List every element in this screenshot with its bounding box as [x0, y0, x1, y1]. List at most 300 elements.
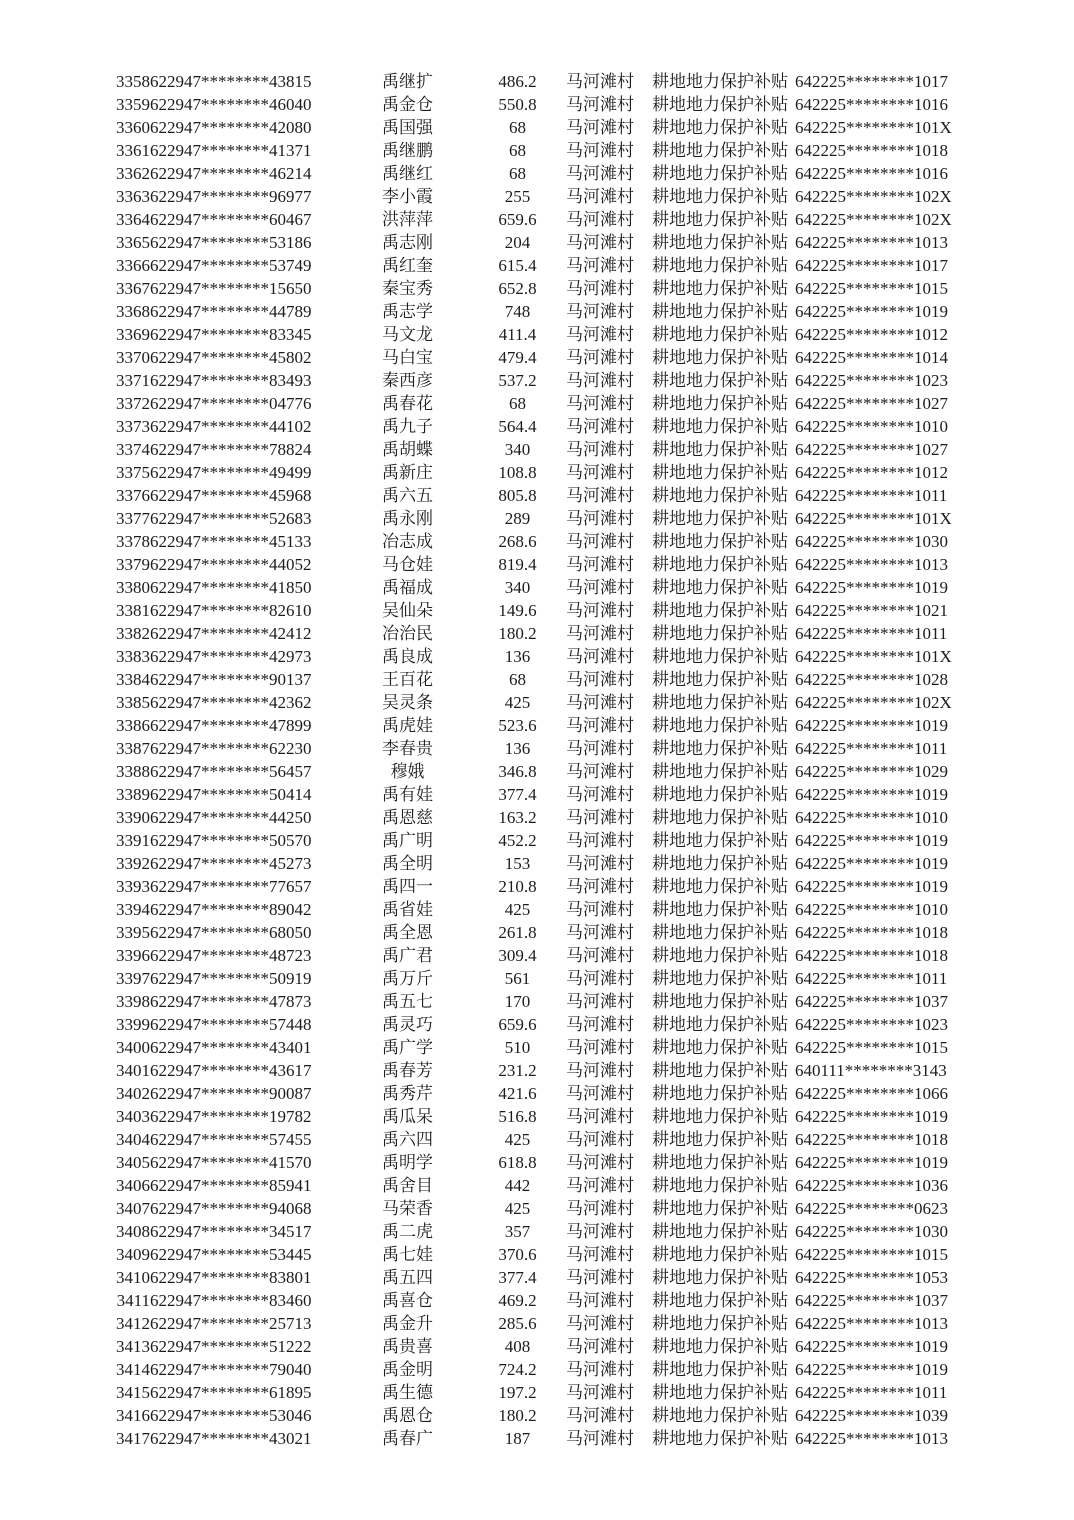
account-number-cell: 642225********1017: [795, 72, 948, 91]
id-number-cell: 622947********45273: [150, 854, 312, 873]
account-number-cell: 642225********1010: [795, 417, 948, 436]
subsidy-type-cell: 耕地地力保护补贴: [652, 1130, 788, 1149]
subsidy-type-cell: 耕地地力保护补贴: [652, 463, 788, 482]
person-name-cell: 禹七娃: [382, 1245, 433, 1264]
account-number-cell: 642225********0623: [795, 1199, 948, 1218]
amount-cell: 805.8: [498, 486, 537, 505]
amount-cell: 377.4: [498, 1268, 537, 1287]
table-row: [0, 691, 1074, 714]
table-row: [0, 1243, 1074, 1266]
id-number-cell: 622947********83493: [150, 371, 312, 390]
account-number-cell: 642225********1066: [795, 1084, 948, 1103]
account-number-cell: 640111********3143: [795, 1061, 947, 1080]
amount-cell: 408: [504, 1337, 531, 1356]
row-index-cell: 3376: [116, 486, 150, 505]
amount-cell: 255: [504, 187, 531, 206]
person-name-cell: 禹春花: [382, 394, 433, 413]
row-index-cell: 3364: [116, 210, 150, 229]
amount-cell: 231.2: [498, 1061, 537, 1080]
table-row: [0, 622, 1074, 645]
id-number-cell: 622947********52683: [150, 509, 312, 528]
row-index-cell: 3391: [116, 831, 150, 850]
village-cell: 马河滩村: [566, 486, 634, 505]
table-row: [0, 944, 1074, 967]
subsidy-type-cell: 耕地地力保护补贴: [652, 1176, 788, 1195]
id-number-cell: 622947********85941: [150, 1176, 312, 1195]
account-number-cell: 642225********101X: [795, 647, 952, 666]
person-name-cell: 禹志刚: [382, 233, 433, 252]
id-number-cell: 622947********53046: [150, 1406, 312, 1425]
subsidy-type-cell: 耕地地力保护补贴: [652, 279, 788, 298]
row-index-cell: 3410: [116, 1268, 150, 1287]
row-index-cell: 3389: [116, 785, 150, 804]
subsidy-type-cell: 耕地地力保护补贴: [652, 72, 788, 91]
id-number-cell: 622947********50414: [150, 785, 312, 804]
account-number-cell: 642225********1039: [795, 1406, 948, 1425]
account-number-cell: 642225********1036: [795, 1176, 948, 1195]
subsidy-type-cell: 耕地地力保护补贴: [652, 624, 788, 643]
id-number-cell: 622947********15650: [150, 279, 312, 298]
table-row: [0, 208, 1074, 231]
row-index-cell: 3404: [116, 1130, 150, 1149]
id-number-cell: 622947********90087: [150, 1084, 312, 1103]
village-cell: 马河滩村: [566, 1061, 634, 1080]
account-number-cell: 642225********1019: [795, 302, 948, 321]
village-cell: 马河滩村: [566, 762, 634, 781]
row-index-cell: 3385: [116, 693, 150, 712]
table-row: [0, 93, 1074, 116]
village-cell: 马河滩村: [566, 1153, 634, 1172]
id-number-cell: 622947********45802: [150, 348, 312, 367]
table-row: [0, 185, 1074, 208]
id-number-cell: 622947********51222: [150, 1337, 312, 1356]
id-number-cell: 622947********60467: [150, 210, 312, 229]
table-row: [0, 162, 1074, 185]
subsidy-type-cell: 耕地地力保护补贴: [652, 302, 788, 321]
table-row: [0, 1358, 1074, 1381]
amount-cell: 197.2: [498, 1383, 537, 1402]
subsidy-type-cell: 耕地地力保护补贴: [652, 1222, 788, 1241]
village-cell: 马河滩村: [566, 969, 634, 988]
person-name-cell: 禹恩慈: [382, 808, 433, 827]
account-number-cell: 642225********1015: [795, 279, 948, 298]
person-name-cell: 禹恩仓: [382, 1406, 433, 1425]
row-index-cell: 3363: [116, 187, 150, 206]
village-cell: 马河滩村: [566, 1222, 634, 1241]
amount-cell: 421.6: [498, 1084, 537, 1103]
id-number-cell: 622947********53186: [150, 233, 312, 252]
id-number-cell: 622947********47899: [150, 716, 312, 735]
subsidy-type-cell: 耕地地力保护补贴: [652, 440, 788, 459]
person-name-cell: 禹春广: [382, 1429, 433, 1448]
subsidy-type-cell: 耕地地力保护补贴: [652, 1406, 788, 1425]
person-name-cell: 禹胡蝶: [382, 440, 433, 459]
id-number-cell: 622947********83345: [150, 325, 312, 344]
person-name-cell: 禹万斤: [382, 969, 433, 988]
row-index-cell: 3399: [116, 1015, 150, 1034]
person-name-cell: 禹金明: [382, 1360, 433, 1379]
amount-cell: 411.4: [498, 325, 537, 344]
village-cell: 马河滩村: [566, 325, 634, 344]
id-number-cell: 622947********44789: [150, 302, 312, 321]
village-cell: 马河滩村: [566, 785, 634, 804]
village-cell: 马河滩村: [566, 302, 634, 321]
village-cell: 马河滩村: [566, 670, 634, 689]
amount-cell: 452.2: [498, 831, 537, 850]
amount-cell: 68: [509, 164, 526, 183]
account-number-cell: 642225********1019: [795, 831, 948, 850]
person-name-cell: 马仓娃: [382, 555, 433, 574]
subsidy-type-cell: 耕地地力保护补贴: [652, 1291, 788, 1310]
table-row: [0, 1404, 1074, 1427]
account-number-cell: 642225********1021: [795, 601, 948, 620]
account-number-cell: 642225********1019: [795, 1153, 948, 1172]
row-index-cell: 3378: [116, 532, 150, 551]
table-row: [0, 254, 1074, 277]
person-name-cell: 禹四一: [382, 877, 433, 896]
table-row: [0, 70, 1074, 93]
id-number-cell: 622947********82610: [150, 601, 312, 620]
person-name-cell: 禹六四: [382, 1130, 433, 1149]
person-name-cell: 禹广君: [382, 946, 433, 965]
row-index-cell: 3384: [116, 670, 150, 689]
row-index-cell: 3397: [116, 969, 150, 988]
subsidy-type-cell: 耕地地力保护补贴: [652, 394, 788, 413]
id-number-cell: 622947********46040: [150, 95, 312, 114]
village-cell: 马河滩村: [566, 555, 634, 574]
village-cell: 马河滩村: [566, 279, 634, 298]
subsidy-type-cell: 耕地地力保护补贴: [652, 95, 788, 114]
village-cell: 马河滩村: [566, 647, 634, 666]
table-row: [0, 760, 1074, 783]
subsidy-type-cell: 耕地地力保护补贴: [652, 1245, 788, 1264]
row-index-cell: 3406: [116, 1176, 150, 1195]
account-number-cell: 642225********101X: [795, 509, 952, 528]
account-number-cell: 642225********1030: [795, 532, 948, 551]
table-row: [0, 737, 1074, 760]
account-number-cell: 642225********1029: [795, 762, 948, 781]
id-number-cell: 622947********47873: [150, 992, 312, 1011]
id-number-cell: 622947********41850: [150, 578, 312, 597]
table-row: [0, 116, 1074, 139]
amount-cell: 180.2: [498, 624, 537, 643]
amount-cell: 537.2: [498, 371, 537, 390]
village-cell: 马河滩村: [566, 900, 634, 919]
id-number-cell: 622947********34517: [150, 1222, 312, 1241]
subsidy-type-cell: 耕地地力保护补贴: [652, 716, 788, 735]
table-row: [0, 875, 1074, 898]
person-name-cell: 马荣香: [382, 1199, 433, 1218]
subsidy-type-cell: 耕地地力保护补贴: [652, 325, 788, 344]
row-index-cell: 3407: [116, 1199, 150, 1218]
amount-cell: 510: [504, 1038, 531, 1057]
subsidy-type-cell: 耕地地力保护补贴: [652, 210, 788, 229]
person-name-cell: 穆娥: [390, 762, 425, 781]
subsidy-type-cell: 耕地地力保护补贴: [652, 1107, 788, 1126]
account-number-cell: 642225********1013: [795, 1314, 948, 1333]
person-name-cell: 禹金仓: [382, 95, 433, 114]
amount-cell: 180.2: [498, 1406, 537, 1425]
account-number-cell: 642225********101X: [795, 118, 952, 137]
village-cell: 马河滩村: [566, 624, 634, 643]
subsidy-type-cell: 耕地地力保护补贴: [652, 1084, 788, 1103]
table-body: [0, 70, 1074, 1450]
table-row: [0, 1036, 1074, 1059]
village-cell: 马河滩村: [566, 256, 634, 275]
village-cell: 马河滩村: [566, 141, 634, 160]
row-index-cell: 3358: [116, 72, 150, 91]
table-row: [0, 806, 1074, 829]
id-number-cell: 622947********53445: [150, 1245, 312, 1264]
amount-cell: 523.6: [498, 716, 537, 735]
amount-cell: 425: [504, 693, 531, 712]
account-number-cell: 642225********1017: [795, 256, 948, 275]
amount-cell: 659.6: [498, 210, 537, 229]
subsidy-type-cell: 耕地地力保护补贴: [652, 1360, 788, 1379]
village-cell: 马河滩村: [566, 578, 634, 597]
account-number-cell: 642225********1019: [795, 578, 948, 597]
village-cell: 马河滩村: [566, 1038, 634, 1057]
village-cell: 马河滩村: [566, 233, 634, 252]
amount-cell: 108.8: [498, 463, 537, 482]
row-index-cell: 3386: [116, 716, 150, 735]
amount-cell: 724.2: [498, 1360, 537, 1379]
table-row: [0, 783, 1074, 806]
person-name-cell: 禹全明: [382, 854, 433, 873]
person-name-cell: 禹继红: [382, 164, 433, 183]
row-index-cell: 3408: [116, 1222, 150, 1241]
id-number-cell: 622947********77657: [150, 877, 312, 896]
table-row: [0, 967, 1074, 990]
id-number-cell: 622947********42362: [150, 693, 312, 712]
account-number-cell: 642225********1023: [795, 1015, 948, 1034]
village-cell: 马河滩村: [566, 417, 634, 436]
subsidy-type-cell: 耕地地力保护补贴: [652, 555, 788, 574]
row-index-cell: 3374: [116, 440, 150, 459]
person-name-cell: 秦宝秀: [382, 279, 433, 298]
id-number-cell: 622947********62230: [150, 739, 312, 758]
amount-cell: 659.6: [498, 1015, 537, 1034]
id-number-cell: 622947********45968: [150, 486, 312, 505]
id-number-cell: 622947********43021: [150, 1429, 312, 1448]
row-index-cell: 3402: [116, 1084, 150, 1103]
amount-cell: 261.8: [498, 923, 537, 942]
id-number-cell: 622947********96977: [150, 187, 312, 206]
person-name-cell: 禹全恩: [382, 923, 433, 942]
account-number-cell: 642225********1011: [795, 1383, 948, 1402]
person-name-cell: 禹新庄: [382, 463, 433, 482]
person-name-cell: 禹继扩: [382, 72, 433, 91]
row-index-cell: 3373: [116, 417, 150, 436]
subsidy-type-cell: 耕地地力保护补贴: [652, 1199, 788, 1218]
account-number-cell: 642225********1012: [795, 325, 948, 344]
person-name-cell: 李春贵: [382, 739, 433, 758]
row-index-cell: 3370: [116, 348, 150, 367]
village-cell: 马河滩村: [566, 1406, 634, 1425]
person-name-cell: 禹五四: [382, 1268, 433, 1287]
account-number-cell: 642225********1011: [795, 969, 948, 988]
village-cell: 马河滩村: [566, 1245, 634, 1264]
village-cell: 马河滩村: [566, 1199, 634, 1218]
amount-cell: 469.2: [498, 1291, 537, 1310]
id-number-cell: 622947********49499: [150, 463, 312, 482]
id-number-cell: 622947********41570: [150, 1153, 312, 1172]
subsidy-type-cell: 耕地地力保护补贴: [652, 509, 788, 528]
row-index-cell: 3375: [116, 463, 150, 482]
person-name-cell: 王百花: [382, 670, 433, 689]
account-number-cell: 642225********1018: [795, 141, 948, 160]
account-number-cell: 642225********1016: [795, 95, 948, 114]
account-number-cell: 642225********102X: [795, 210, 952, 229]
id-number-cell: 622947********19782: [150, 1107, 312, 1126]
id-number-cell: 622947********42080: [150, 118, 312, 137]
subsidy-type-cell: 耕地地力保护补贴: [652, 992, 788, 1011]
amount-cell: 187: [504, 1429, 531, 1448]
village-cell: 马河滩村: [566, 1084, 634, 1103]
person-name-cell: 冶志成: [382, 532, 433, 551]
village-cell: 马河滩村: [566, 946, 634, 965]
account-number-cell: 642225********1014: [795, 348, 948, 367]
amount-cell: 68: [509, 394, 526, 413]
subsidy-type-cell: 耕地地力保护补贴: [652, 486, 788, 505]
person-name-cell: 马白宝: [382, 348, 433, 367]
id-number-cell: 622947********94068: [150, 1199, 312, 1218]
table-row: [0, 392, 1074, 415]
table-row: [0, 1174, 1074, 1197]
row-index-cell: 3368: [116, 302, 150, 321]
table-row: [0, 990, 1074, 1013]
account-number-cell: 642225********1011: [795, 624, 948, 643]
subsidy-type-cell: 耕地地力保护补贴: [652, 1038, 788, 1057]
subsidy-type-cell: 耕地地力保护补贴: [652, 118, 788, 137]
person-name-cell: 吴灵条: [382, 693, 433, 712]
table-row: [0, 1151, 1074, 1174]
account-number-cell: 642225********1013: [795, 555, 948, 574]
account-number-cell: 642225********102X: [795, 693, 952, 712]
id-number-cell: 622947********45133: [150, 532, 312, 551]
table-row: [0, 231, 1074, 254]
id-number-cell: 622947********44052: [150, 555, 312, 574]
table-row: [0, 714, 1074, 737]
id-number-cell: 622947********83801: [150, 1268, 312, 1287]
subsidy-type-cell: 耕地地力保护补贴: [652, 1429, 788, 1448]
village-cell: 马河滩村: [566, 693, 634, 712]
subsidy-type-cell: 耕地地力保护补贴: [652, 647, 788, 666]
id-number-cell: 622947********41371: [150, 141, 312, 160]
account-number-cell: 642225********1023: [795, 371, 948, 390]
amount-cell: 615.4: [498, 256, 537, 275]
row-index-cell: 3398: [116, 992, 150, 1011]
id-number-cell: 622947********50570: [150, 831, 312, 850]
account-number-cell: 642225********1019: [795, 716, 948, 735]
village-cell: 马河滩村: [566, 1176, 634, 1195]
account-number-cell: 642225********1053: [795, 1268, 948, 1287]
amount-cell: 340: [504, 578, 531, 597]
village-cell: 马河滩村: [566, 187, 634, 206]
row-index-cell: 3403: [116, 1107, 150, 1126]
account-number-cell: 642225********1013: [795, 233, 948, 252]
table-row: [0, 277, 1074, 300]
amount-cell: 550.8: [498, 95, 537, 114]
table-row: [0, 461, 1074, 484]
subsidy-type-cell: 耕地地力保护补贴: [652, 1153, 788, 1172]
village-cell: 马河滩村: [566, 1360, 634, 1379]
subsidy-type-cell: 耕地地力保护补贴: [652, 831, 788, 850]
person-name-cell: 禹志学: [382, 302, 433, 321]
row-index-cell: 3381: [116, 601, 150, 620]
person-name-cell: 禹良成: [382, 647, 433, 666]
row-index-cell: 3416: [116, 1406, 150, 1425]
amount-cell: 357: [504, 1222, 531, 1241]
id-number-cell: 622947********43401: [150, 1038, 312, 1057]
row-index-cell: 3396: [116, 946, 150, 965]
account-number-cell: 642225********1027: [795, 394, 948, 413]
amount-cell: 153: [504, 854, 531, 873]
row-index-cell: 3417: [116, 1429, 150, 1448]
person-name-cell: 禹明学: [382, 1153, 433, 1172]
row-index-cell: 3387: [116, 739, 150, 758]
amount-cell: 425: [504, 1199, 531, 1218]
village-cell: 马河滩村: [566, 854, 634, 873]
village-cell: 马河滩村: [566, 463, 634, 482]
row-index-cell: 3382: [116, 624, 150, 643]
row-index-cell: 3388: [116, 762, 150, 781]
subsidy-type-cell: 耕地地力保护补贴: [652, 141, 788, 160]
subsidy-type-cell: 耕地地力保护补贴: [652, 670, 788, 689]
amount-cell: 564.4: [498, 417, 537, 436]
id-number-cell: 622947********68050: [150, 923, 312, 942]
village-cell: 马河滩村: [566, 1268, 634, 1287]
row-index-cell: 3359: [116, 95, 150, 114]
account-number-cell: 642225********1015: [795, 1038, 948, 1057]
village-cell: 马河滩村: [566, 532, 634, 551]
id-number-cell: 622947********83460: [150, 1291, 312, 1310]
person-name-cell: 李小霞: [382, 187, 433, 206]
id-number-cell: 622947********90137: [150, 670, 312, 689]
table-row: [0, 484, 1074, 507]
id-number-cell: 622947********56457: [150, 762, 312, 781]
village-cell: 马河滩村: [566, 1291, 634, 1310]
account-number-cell: 642225********1019: [795, 1337, 948, 1356]
row-index-cell: 3383: [116, 647, 150, 666]
subsidy-type-cell: 耕地地力保护补贴: [652, 164, 788, 183]
subsidy-type-cell: 耕地地力保护补贴: [652, 900, 788, 919]
person-name-cell: 禹喜仓: [382, 1291, 433, 1310]
id-number-cell: 622947********57448: [150, 1015, 312, 1034]
table-row: [0, 553, 1074, 576]
id-number-cell: 622947********61895: [150, 1383, 312, 1402]
subsidy-type-cell: 耕地地力保护补贴: [652, 969, 788, 988]
subsidy-type-cell: 耕地地力保护补贴: [652, 946, 788, 965]
row-index-cell: 3400: [116, 1038, 150, 1057]
id-number-cell: 622947********78824: [150, 440, 312, 459]
row-index-cell: 3392: [116, 854, 150, 873]
village-cell: 马河滩村: [566, 440, 634, 459]
account-number-cell: 642225********1028: [795, 670, 948, 689]
table-row: [0, 300, 1074, 323]
subsidy-type-cell: 耕地地力保护补贴: [652, 233, 788, 252]
amount-cell: 516.8: [498, 1107, 537, 1126]
id-number-cell: 622947********44102: [150, 417, 312, 436]
subsidy-type-cell: 耕地地力保护补贴: [652, 417, 788, 436]
table-row: [0, 346, 1074, 369]
person-name-cell: 禹灵巧: [382, 1015, 433, 1034]
id-number-cell: 622947********79040: [150, 1360, 312, 1379]
subsidy-type-cell: 耕地地力保护补贴: [652, 371, 788, 390]
table-row: [0, 1013, 1074, 1036]
account-number-cell: 642225********1037: [795, 992, 948, 1011]
person-name-cell: 禹瓜呆: [382, 1107, 433, 1126]
